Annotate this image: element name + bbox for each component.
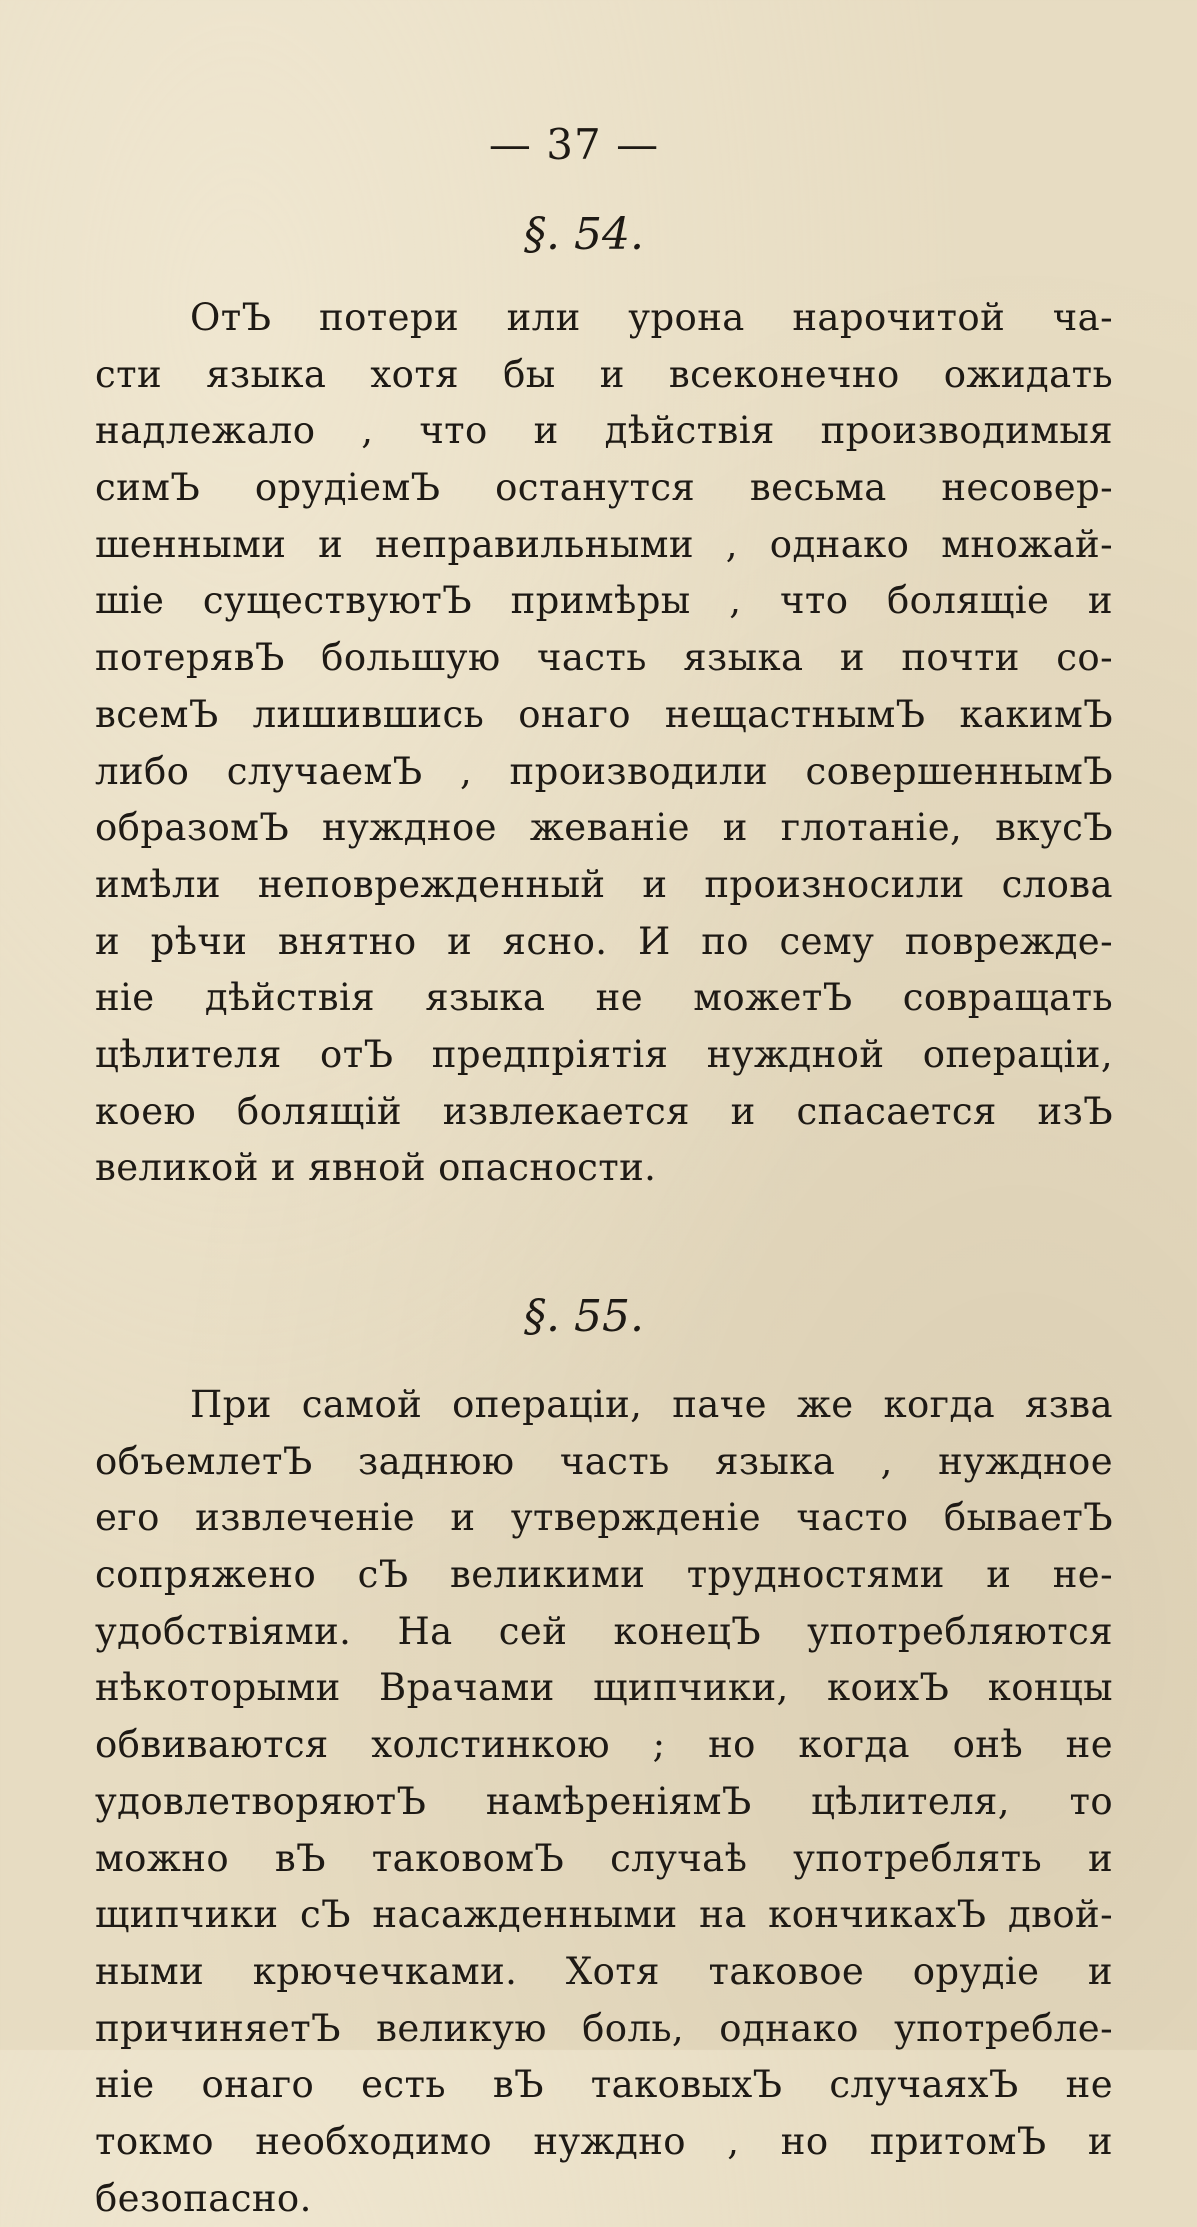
section-heading: §. 55. <box>524 1291 644 1342</box>
text-line: сопряжено сЪ великими трудностями и не- <box>95 1553 1113 1597</box>
text-line: симЪ орудіемЪ останутся весьма несовер- <box>95 466 1113 510</box>
text-line: ніе онаго есть вЪ таковыхЪ случаяхЪ не <box>95 2063 1113 2107</box>
text-line: сти языка хотя бы и всеконечно ожидать <box>95 352 1113 396</box>
paragraph <box>95 1377 1113 2227</box>
text-line: всемЪ лишившись онаго нещастнымЪ какимЪ <box>95 692 1113 736</box>
text-line: великой и явной опасности. <box>95 1146 657 1190</box>
text-line: имѣли неповрежденный и произносили слова <box>95 862 1113 906</box>
text-line: ОтЪ потери или урона нарочитой ча- <box>190 296 1113 339</box>
text-line: его извлеченіе и утвержденіе часто бываетЪ <box>95 1496 1113 1540</box>
text-line: потерявЪ большую часть языка и почти со- <box>95 636 1113 680</box>
text-line: надлежало , что и дѣйствія производимыя <box>95 409 1113 453</box>
section-heading: §. 54. <box>524 209 644 260</box>
text-line: обвиваются холстинкою ; но когда онѣ не <box>95 1723 1113 1767</box>
text-line: и рѣчи внятно и ясно. И по сему поврежде- <box>95 919 1113 963</box>
text-line: можно вЪ таковомЪ случаѣ употреблять и <box>95 1836 1113 1880</box>
text-line: либо случаемЪ , производили совершеннымЪ <box>95 749 1113 793</box>
text-line: образомЪ нуждное жеваніе и глотаніе, вкусЪ <box>95 806 1113 850</box>
text-line: коею болящій извлекается и спасается изЪ <box>95 1089 1113 1133</box>
paragraph <box>95 290 1113 1197</box>
text-line: цѣлителя отЪ предпріятія нуждной операціи, <box>95 1032 1113 1076</box>
text-line: ными крючечками. Хотя таковое орудіе и <box>95 1949 1113 1993</box>
book-page <box>95 110 1113 2227</box>
text-line: объемлетЪ заднюю часть языка , нуждное <box>95 1439 1113 1483</box>
text-line: При самой операціи, паче же когда язва <box>190 1383 1113 1426</box>
text-line: щипчики сЪ насажденными на кончикахЪ двой- <box>95 1893 1113 1937</box>
text-line: ніе дѣйствія языка не можетЪ совращать <box>95 976 1113 1020</box>
text-line: шіе существуютЪ примѣры , что болящіе и <box>95 579 1113 623</box>
text-line: токмо необходимо нуждно , но притомЪ и <box>95 2119 1113 2163</box>
section-54 <box>95 180 1113 1197</box>
text-line: удовлетворяютЪ намѣреніямЪ цѣлителя, то <box>95 1779 1113 1823</box>
text-line: безопасно. <box>95 2176 312 2220</box>
page-number: — 37 — <box>488 120 660 169</box>
text-line: нѣкоторыми Врачами щипчики, коихЪ концы <box>95 1666 1113 1710</box>
text-line: удобствіями. На сей конецЪ употребляются <box>95 1609 1113 1653</box>
text-line: причиняетЪ великую боль, однако употребле- <box>95 2006 1113 2050</box>
text-line: шенными и неправильными , однако множай- <box>95 522 1113 566</box>
section-55 <box>95 1257 1113 2227</box>
